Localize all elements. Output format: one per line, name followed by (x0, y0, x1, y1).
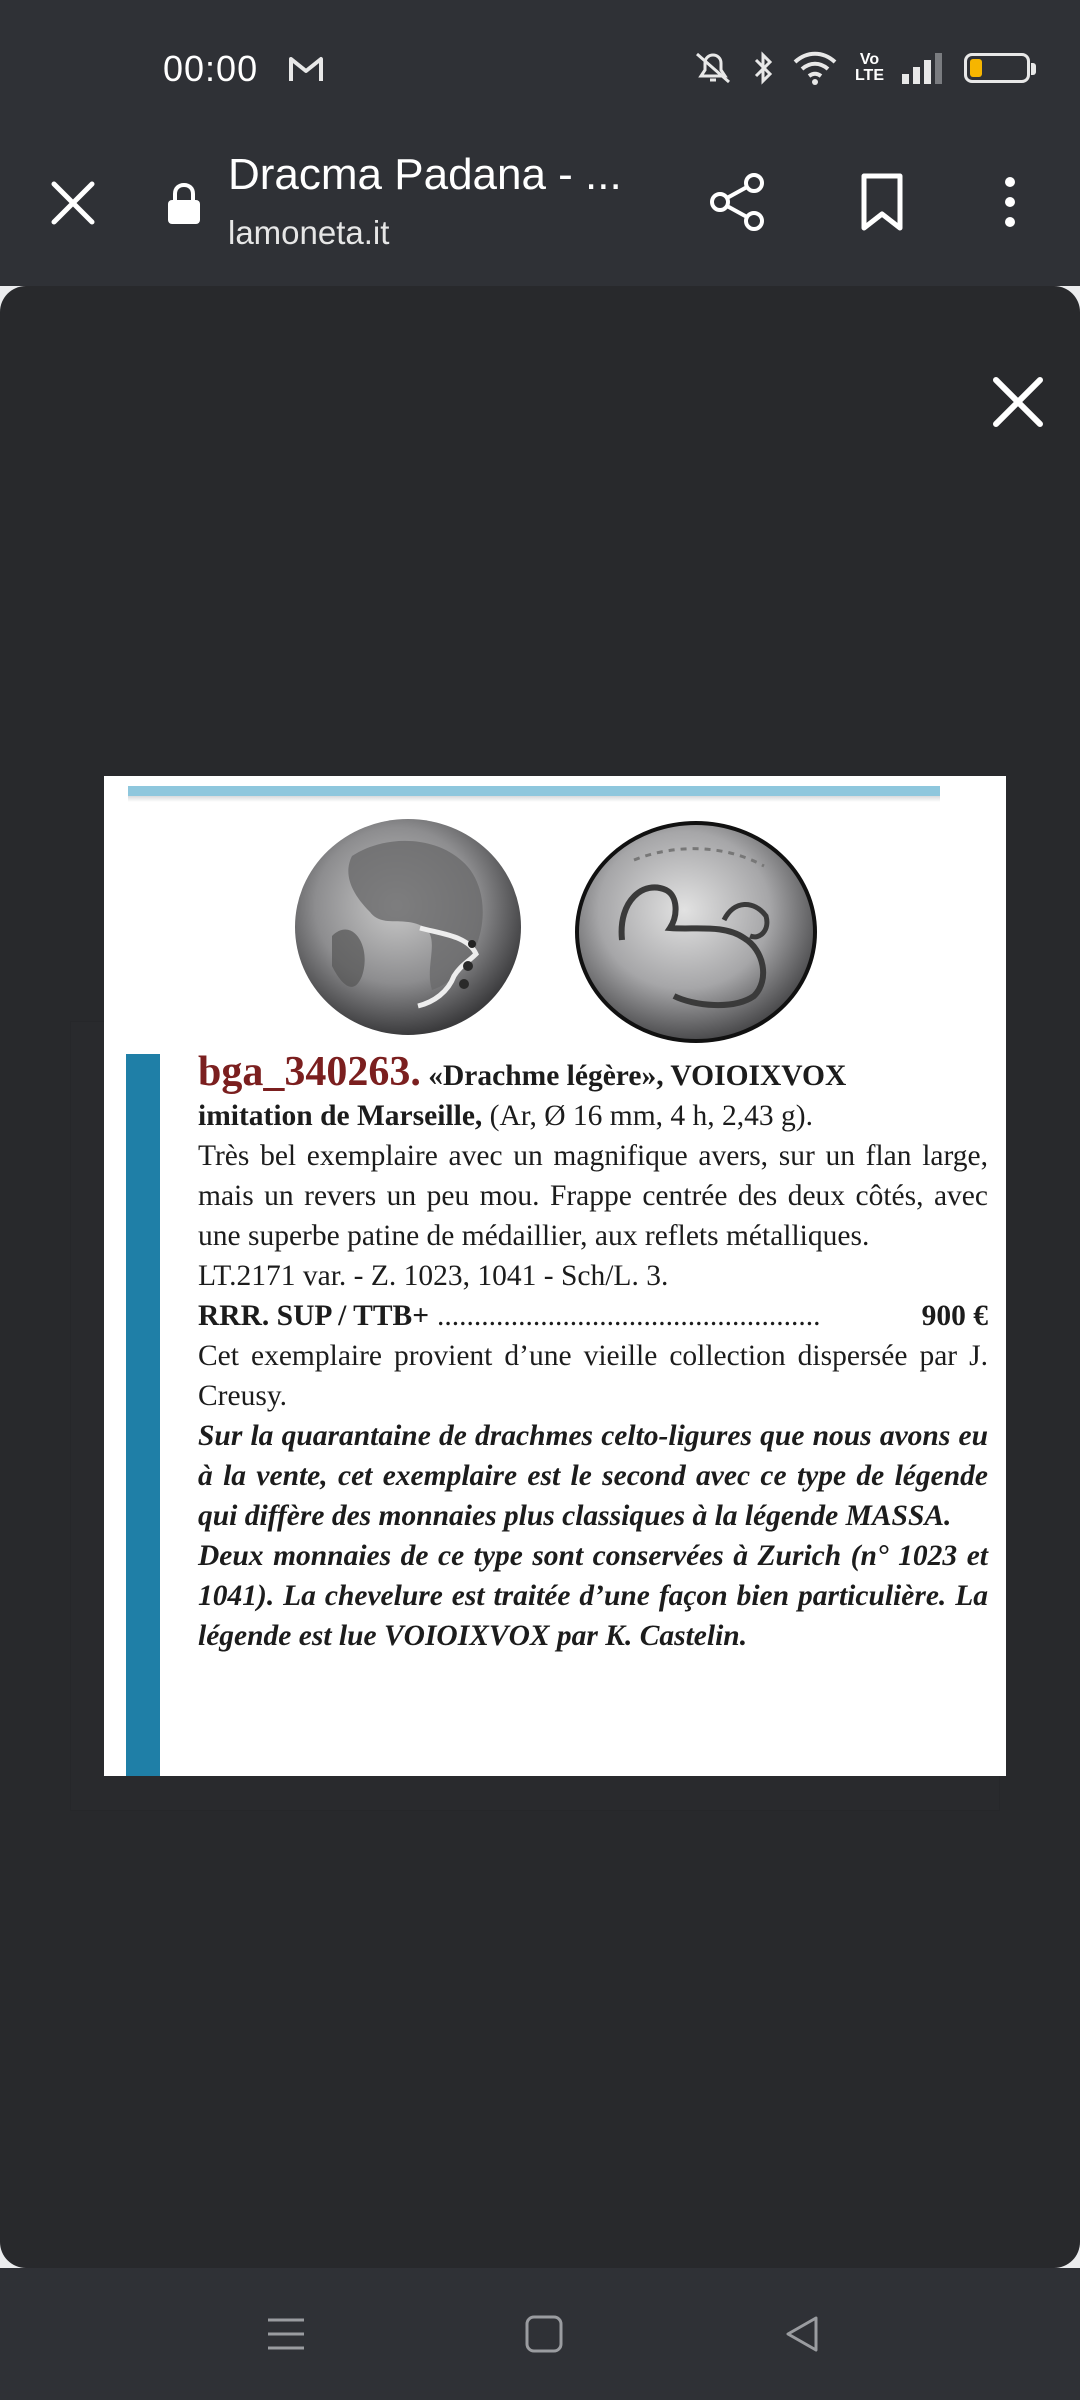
image-viewer-overlay[interactable] (0, 286, 1080, 2268)
lot-note-2: Deux monnaies de ce type sont conservées à Zurich (n° 1023 et 1041). La chevelure est traitée d’une façon bien particulière. La légende est lue VOIOIXVOX par K. Castelin. (198, 1540, 988, 1652)
back-triangle-icon[interactable] (778, 2310, 826, 2358)
coin-catalog-image[interactable] (104, 776, 1006, 1776)
close-icon[interactable] (44, 174, 102, 232)
lot-title: «Drachme légère», VOIOIXVOX (428, 1060, 847, 1092)
top-rule-shadow (128, 796, 940, 802)
leader-dots: .................................................... (437, 1300, 821, 1332)
lock-icon[interactable] (166, 182, 202, 226)
battery-icon (964, 53, 1030, 83)
lot-reference: bga_340263. (198, 1049, 421, 1095)
custom-tab-toolbar (0, 140, 1080, 286)
home-square-icon[interactable] (520, 2310, 568, 2358)
accent-bar (126, 1054, 160, 1776)
status-time: 00:00 (163, 48, 259, 89)
more-vert-icon[interactable] (990, 170, 1030, 234)
page-url[interactable]: lamoneta.it (228, 214, 390, 251)
page-title: Dracma Padana - ... (228, 150, 622, 199)
share-icon[interactable] (706, 170, 770, 234)
lot-type: imitation de Marseille, (198, 1100, 483, 1132)
lot-note-1: Sur la quarantaine de drachmes celto-ligures que nous avons eu à la vente, cet exemplaire est le second avec ce type de légende qui diffère des monnaies plus classiques à la légende MASSA. (198, 1420, 988, 1532)
lot-references: LT.2171 var. - Z. 1023, 1041 - Sch/L. 3. (198, 1260, 669, 1292)
grade-line (198, 1296, 988, 1336)
lot-price: 900 € (921, 1300, 988, 1332)
coin-reverse-image (574, 820, 818, 1044)
gmail-icon (288, 54, 324, 84)
signal-icon (902, 52, 946, 84)
coin-obverse-image (292, 816, 524, 1038)
coin-description (198, 1049, 988, 1656)
volte-bottom: LTE (854, 67, 884, 84)
status-bar (0, 0, 1080, 140)
status-icons (691, 50, 1030, 86)
lot-grade: RRR. SUP / TTB+ (198, 1300, 430, 1332)
close-icon[interactable] (990, 374, 1046, 430)
mute-icon (691, 50, 735, 86)
wifi-icon (793, 50, 837, 86)
top-rule (128, 786, 940, 796)
lot-specs: (Ar, Ø 16 mm, 4 h, 2,43 g). (489, 1100, 813, 1132)
volte-icon (855, 52, 884, 84)
bookmark-icon[interactable] (852, 170, 912, 234)
system-navigation-bar (0, 2268, 1080, 2400)
lot-provenance: Cet exemplaire provient d’une vieille collection dispersée par J. Creusy. (198, 1340, 988, 1412)
web-content (0, 286, 1080, 2268)
bluetooth-icon (753, 50, 775, 86)
lot-description: Très bel exemplaire avec un magnifique avers, sur un flan large, mais un revers un peu mou. Frappe centrée des deux côtés, avec une superbe patine de médaillier, aux reflets métalliques. (198, 1140, 988, 1252)
recents-menu-icon[interactable] (262, 2310, 310, 2358)
volte-top: Vo (859, 51, 880, 68)
battery-fill (970, 59, 982, 77)
